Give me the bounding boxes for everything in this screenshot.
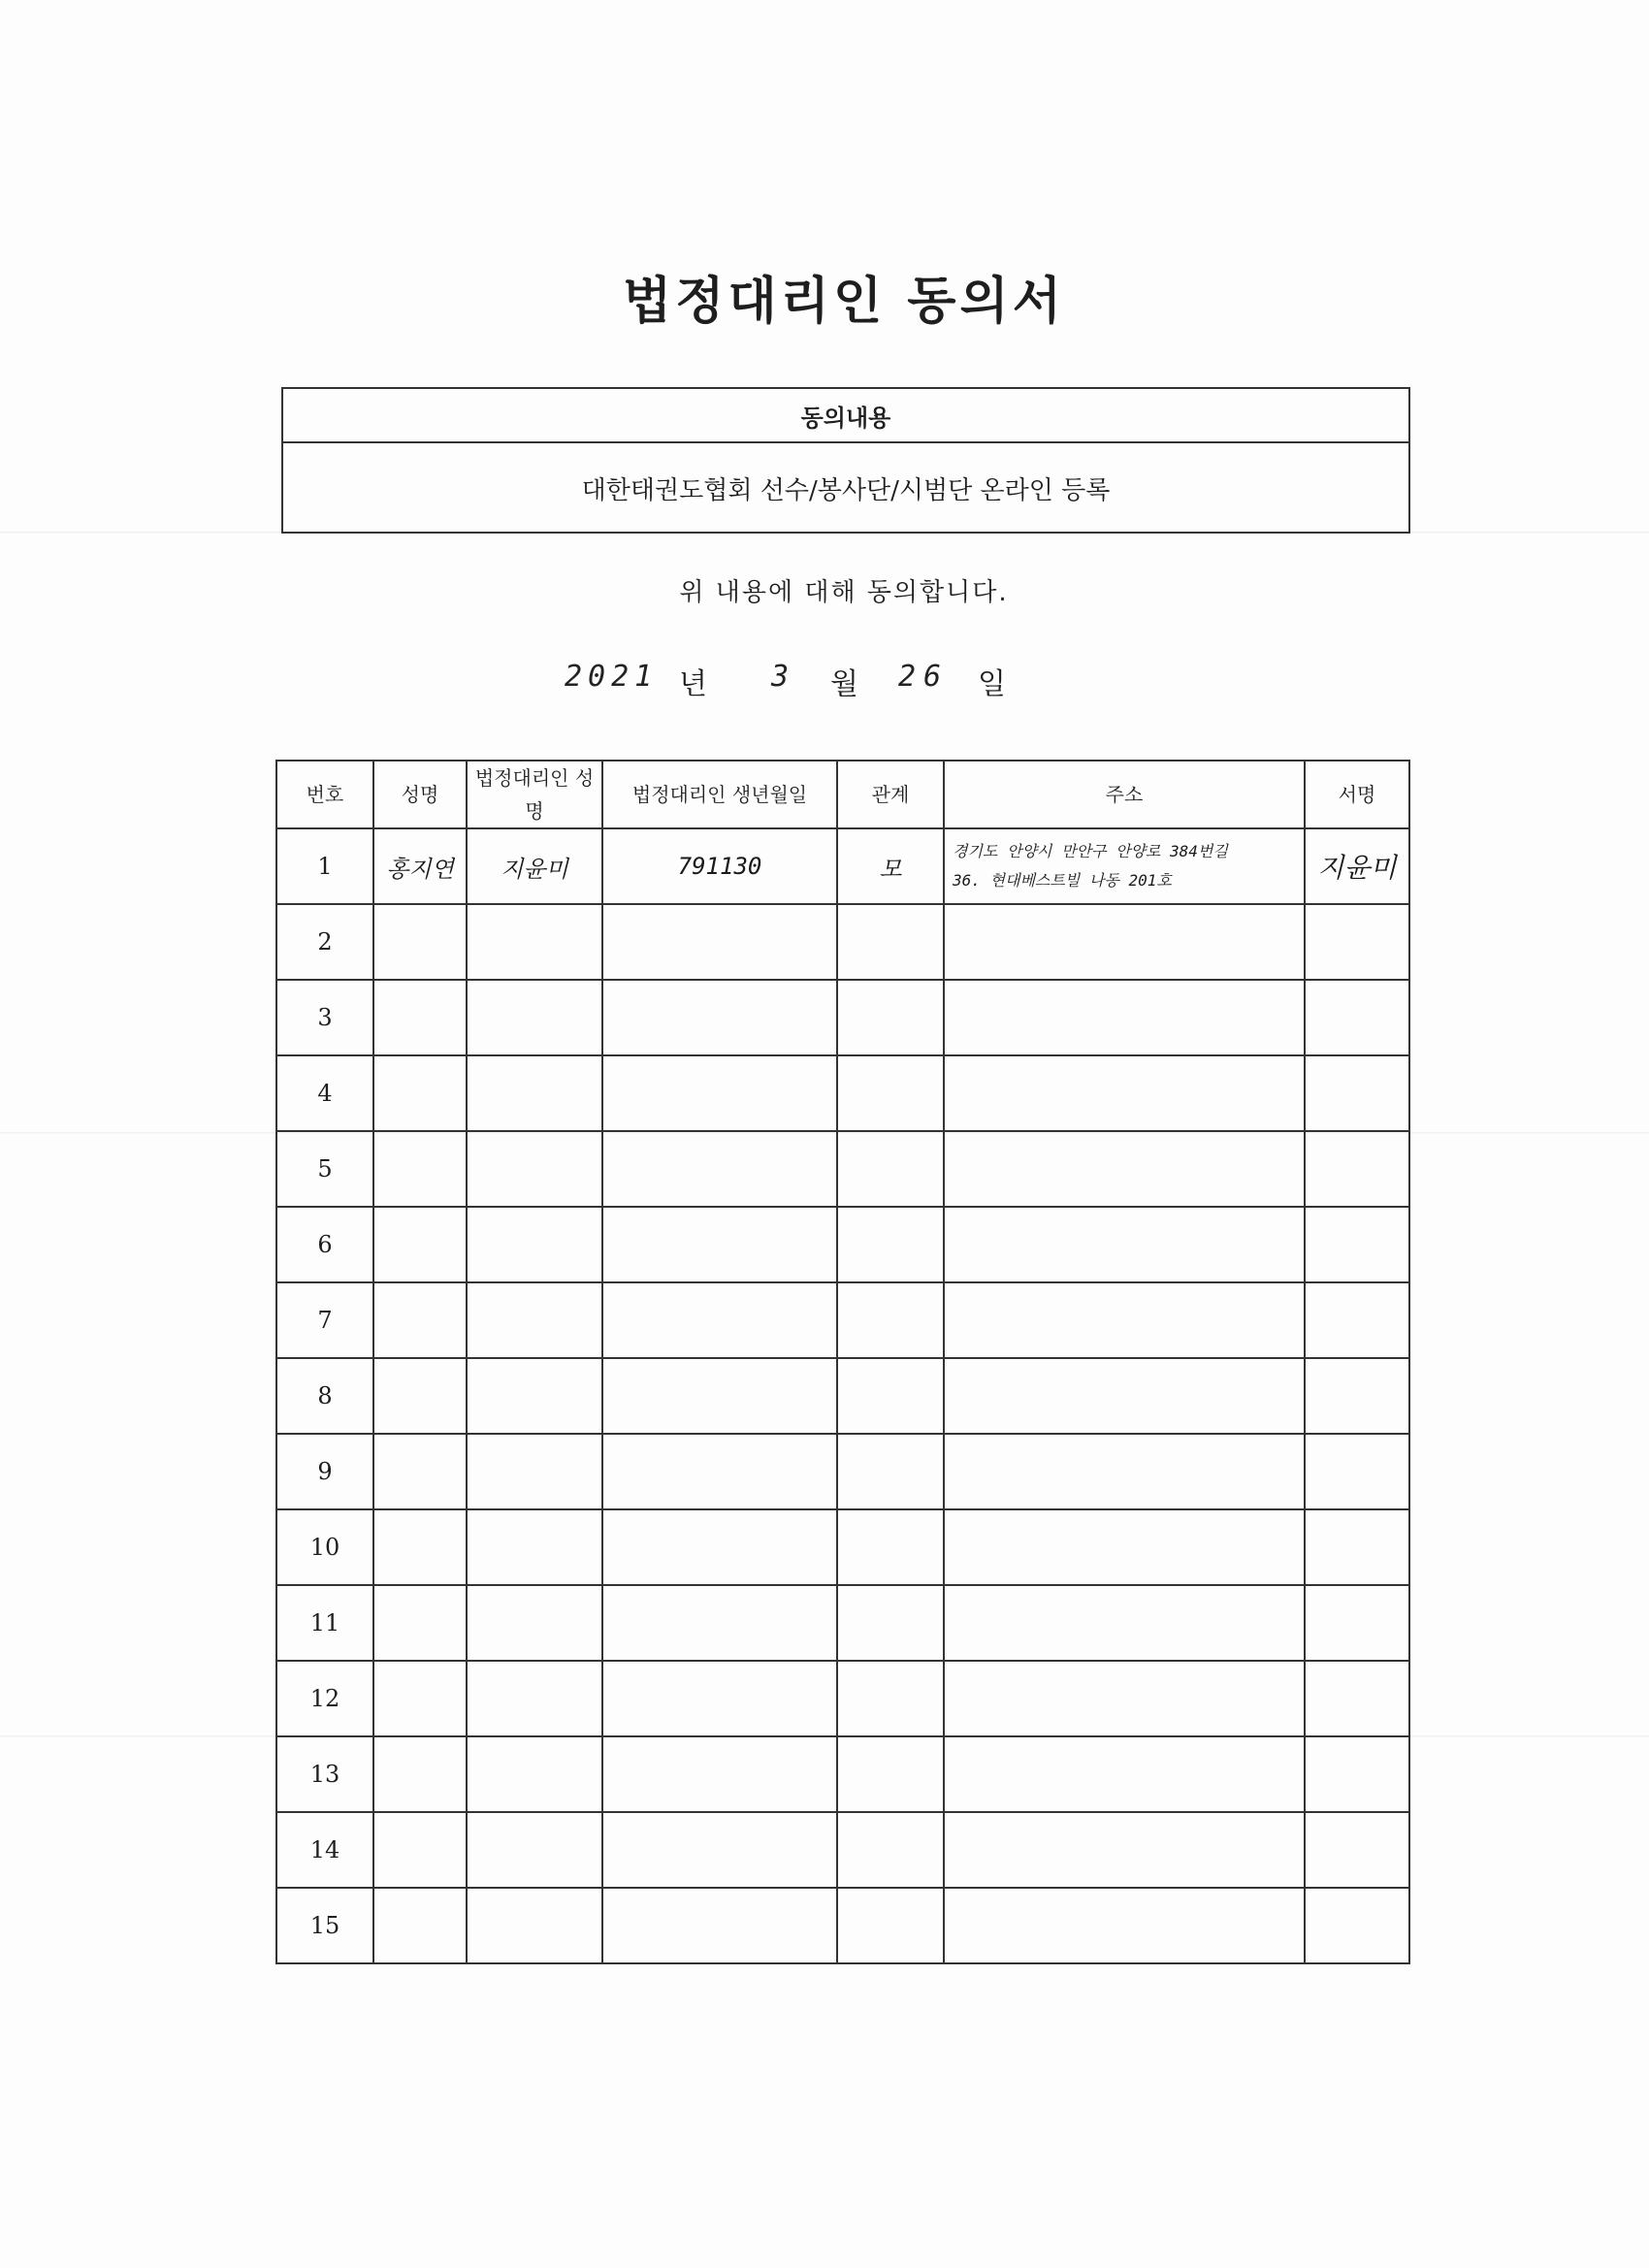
cell-name bbox=[373, 1736, 467, 1812]
cell-guardian-name bbox=[467, 904, 602, 980]
cell-guardian-name bbox=[467, 1509, 602, 1585]
cell-address bbox=[944, 1509, 1305, 1585]
cell-no: 5 bbox=[276, 1131, 373, 1207]
cell-relation bbox=[837, 1736, 944, 1812]
cell-relation bbox=[837, 1888, 944, 1963]
cell-address bbox=[944, 1661, 1305, 1736]
guardian-table bbox=[275, 760, 1410, 1964]
cell-name bbox=[373, 1055, 467, 1131]
cell-guardian-birth bbox=[602, 1661, 837, 1736]
cell-guardian-name bbox=[467, 1434, 602, 1509]
cell-guardian-birth bbox=[602, 1736, 837, 1812]
table-row bbox=[276, 1055, 1409, 1131]
table-header-row bbox=[276, 761, 1409, 828]
table-row bbox=[276, 1509, 1409, 1585]
table-row bbox=[276, 1434, 1409, 1509]
cell-guardian-name bbox=[467, 1282, 602, 1358]
cell-signature bbox=[1305, 1736, 1409, 1812]
table-row bbox=[276, 980, 1409, 1055]
address-line-2: 36. 현대베스트빌 나동 201호 bbox=[953, 871, 1172, 890]
cell-guardian-birth bbox=[602, 904, 837, 980]
cell-signature bbox=[1305, 1207, 1409, 1282]
cell-no: 11 bbox=[276, 1585, 373, 1661]
cell-no: 9 bbox=[276, 1434, 373, 1509]
cell-no: 1 bbox=[276, 828, 373, 904]
header-signature: 서명 bbox=[1305, 761, 1409, 828]
table-body bbox=[276, 828, 1409, 1963]
agreement-statement: 위 내용에 대해 동의합니다. bbox=[679, 578, 1009, 607]
header-guardian-name: 법정대리인 성명 bbox=[467, 761, 602, 828]
cell-guardian-name bbox=[467, 1812, 602, 1888]
cell-name bbox=[373, 1131, 467, 1207]
cell-relation: 모 bbox=[837, 828, 944, 904]
table-row bbox=[276, 1358, 1409, 1434]
cell-address bbox=[944, 1131, 1305, 1207]
cell-signature: 지윤미 bbox=[1305, 828, 1409, 904]
cell-name bbox=[373, 980, 467, 1055]
table-row bbox=[276, 1131, 1409, 1207]
cell-signature bbox=[1305, 904, 1409, 980]
cell-name bbox=[373, 1207, 467, 1282]
cell-guardian-name bbox=[467, 1207, 602, 1282]
cell-name bbox=[373, 1434, 467, 1509]
cell-address bbox=[944, 1055, 1305, 1131]
cell-guardian-birth bbox=[602, 1207, 837, 1282]
cell-signature bbox=[1305, 1661, 1409, 1736]
cell-signature bbox=[1305, 980, 1409, 1055]
cell-relation bbox=[837, 1661, 944, 1736]
date-day-label: 일 bbox=[978, 667, 1006, 701]
cell-guardian-birth bbox=[602, 1888, 837, 1963]
consent-header: 동의내용 bbox=[283, 389, 1408, 443]
date-month: 3 bbox=[771, 660, 790, 694]
cell-guardian-birth bbox=[602, 1585, 837, 1661]
cell-name bbox=[373, 1358, 467, 1434]
cell-guardian-name bbox=[467, 1736, 602, 1812]
cell-guardian-name bbox=[467, 1131, 602, 1207]
cell-relation bbox=[837, 1055, 944, 1131]
cell-address bbox=[944, 1207, 1305, 1282]
cell-name bbox=[373, 1509, 467, 1585]
cell-relation bbox=[837, 1207, 944, 1282]
cell-relation bbox=[837, 1434, 944, 1509]
cell-signature bbox=[1305, 1585, 1409, 1661]
cell-no: 12 bbox=[276, 1661, 373, 1736]
document-title: 법정대리인 동의서 bbox=[623, 273, 1065, 331]
cell-guardian-name: 지윤미 bbox=[467, 828, 602, 904]
cell-name bbox=[373, 1661, 467, 1736]
cell-relation bbox=[837, 904, 944, 980]
cell-guardian-birth bbox=[602, 980, 837, 1055]
cell-signature bbox=[1305, 1055, 1409, 1131]
cell-guardian-name bbox=[467, 1888, 602, 1963]
cell-relation bbox=[837, 1131, 944, 1207]
header-no: 번호 bbox=[276, 761, 373, 828]
address-line-1: 경기도 안양시 만안구 안양로 384번길 bbox=[953, 842, 1228, 860]
cell-name: 홍지연 bbox=[373, 828, 467, 904]
cell-no: 2 bbox=[276, 904, 373, 980]
cell-guardian-name bbox=[467, 1055, 602, 1131]
table-row bbox=[276, 828, 1409, 904]
cell-guardian-birth bbox=[602, 1131, 837, 1207]
cell-name bbox=[373, 1812, 467, 1888]
cell-name bbox=[373, 904, 467, 980]
cell-no: 3 bbox=[276, 980, 373, 1055]
cell-address bbox=[944, 828, 1305, 904]
cell-no: 14 bbox=[276, 1812, 373, 1888]
cell-address bbox=[944, 980, 1305, 1055]
cell-guardian-birth bbox=[602, 1434, 837, 1509]
cell-no: 13 bbox=[276, 1736, 373, 1812]
table-row bbox=[276, 1585, 1409, 1661]
table-row bbox=[276, 904, 1409, 980]
cell-guardian-birth bbox=[602, 1509, 837, 1585]
cell-signature bbox=[1305, 1434, 1409, 1509]
cell-signature bbox=[1305, 1812, 1409, 1888]
cell-address bbox=[944, 1358, 1305, 1434]
cell-address bbox=[944, 1812, 1305, 1888]
cell-address bbox=[944, 1585, 1305, 1661]
cell-signature bbox=[1305, 1509, 1409, 1585]
cell-relation bbox=[837, 1282, 944, 1358]
cell-no: 8 bbox=[276, 1358, 373, 1434]
cell-guardian-birth bbox=[602, 1282, 837, 1358]
cell-signature bbox=[1305, 1131, 1409, 1207]
cell-signature bbox=[1305, 1282, 1409, 1358]
table-row bbox=[276, 1812, 1409, 1888]
cell-address bbox=[944, 1434, 1305, 1509]
table-row bbox=[276, 1888, 1409, 1963]
cell-guardian-name bbox=[467, 1585, 602, 1661]
cell-address bbox=[944, 1736, 1305, 1812]
date-day: 26 bbox=[898, 660, 950, 694]
cell-no: 6 bbox=[276, 1207, 373, 1282]
header-name: 성명 bbox=[373, 761, 467, 828]
cell-address bbox=[944, 1282, 1305, 1358]
cell-guardian-birth bbox=[602, 1812, 837, 1888]
consent-box bbox=[281, 387, 1410, 534]
cell-signature bbox=[1305, 1358, 1409, 1434]
cell-name bbox=[373, 1282, 467, 1358]
table-row bbox=[276, 1736, 1409, 1812]
consent-content: 대한태권도협회 선수/봉사단/시범단 온라인 등록 bbox=[581, 476, 1111, 505]
table-row bbox=[276, 1282, 1409, 1358]
table-row bbox=[276, 1661, 1409, 1736]
date-year-label: 년 bbox=[679, 667, 707, 701]
cell-relation bbox=[837, 1812, 944, 1888]
cell-name bbox=[373, 1585, 467, 1661]
cell-no: 10 bbox=[276, 1509, 373, 1585]
cell-no: 15 bbox=[276, 1888, 373, 1963]
cell-guardian-birth bbox=[602, 1055, 837, 1131]
cell-relation bbox=[837, 1585, 944, 1661]
cell-no: 4 bbox=[276, 1055, 373, 1131]
date-year: 2021 bbox=[565, 660, 659, 694]
table-row bbox=[276, 1207, 1409, 1282]
cell-address bbox=[944, 1888, 1305, 1963]
date-month-label: 월 bbox=[830, 667, 858, 701]
cell-address bbox=[944, 904, 1305, 980]
cell-relation bbox=[837, 980, 944, 1055]
cell-guardian-name bbox=[467, 980, 602, 1055]
cell-no: 7 bbox=[276, 1282, 373, 1358]
cell-guardian-birth bbox=[602, 1358, 837, 1434]
cell-guardian-birth: 791130 bbox=[602, 828, 837, 904]
cell-guardian-name bbox=[467, 1358, 602, 1434]
cell-guardian-name bbox=[467, 1661, 602, 1736]
cell-relation bbox=[837, 1358, 944, 1434]
header-address: 주소 bbox=[944, 761, 1305, 828]
cell-signature bbox=[1305, 1888, 1409, 1963]
header-guardian-birth: 법정대리인 생년월일 bbox=[602, 761, 837, 828]
cell-relation bbox=[837, 1509, 944, 1585]
header-relation: 관계 bbox=[837, 761, 944, 828]
cell-name bbox=[373, 1888, 467, 1963]
